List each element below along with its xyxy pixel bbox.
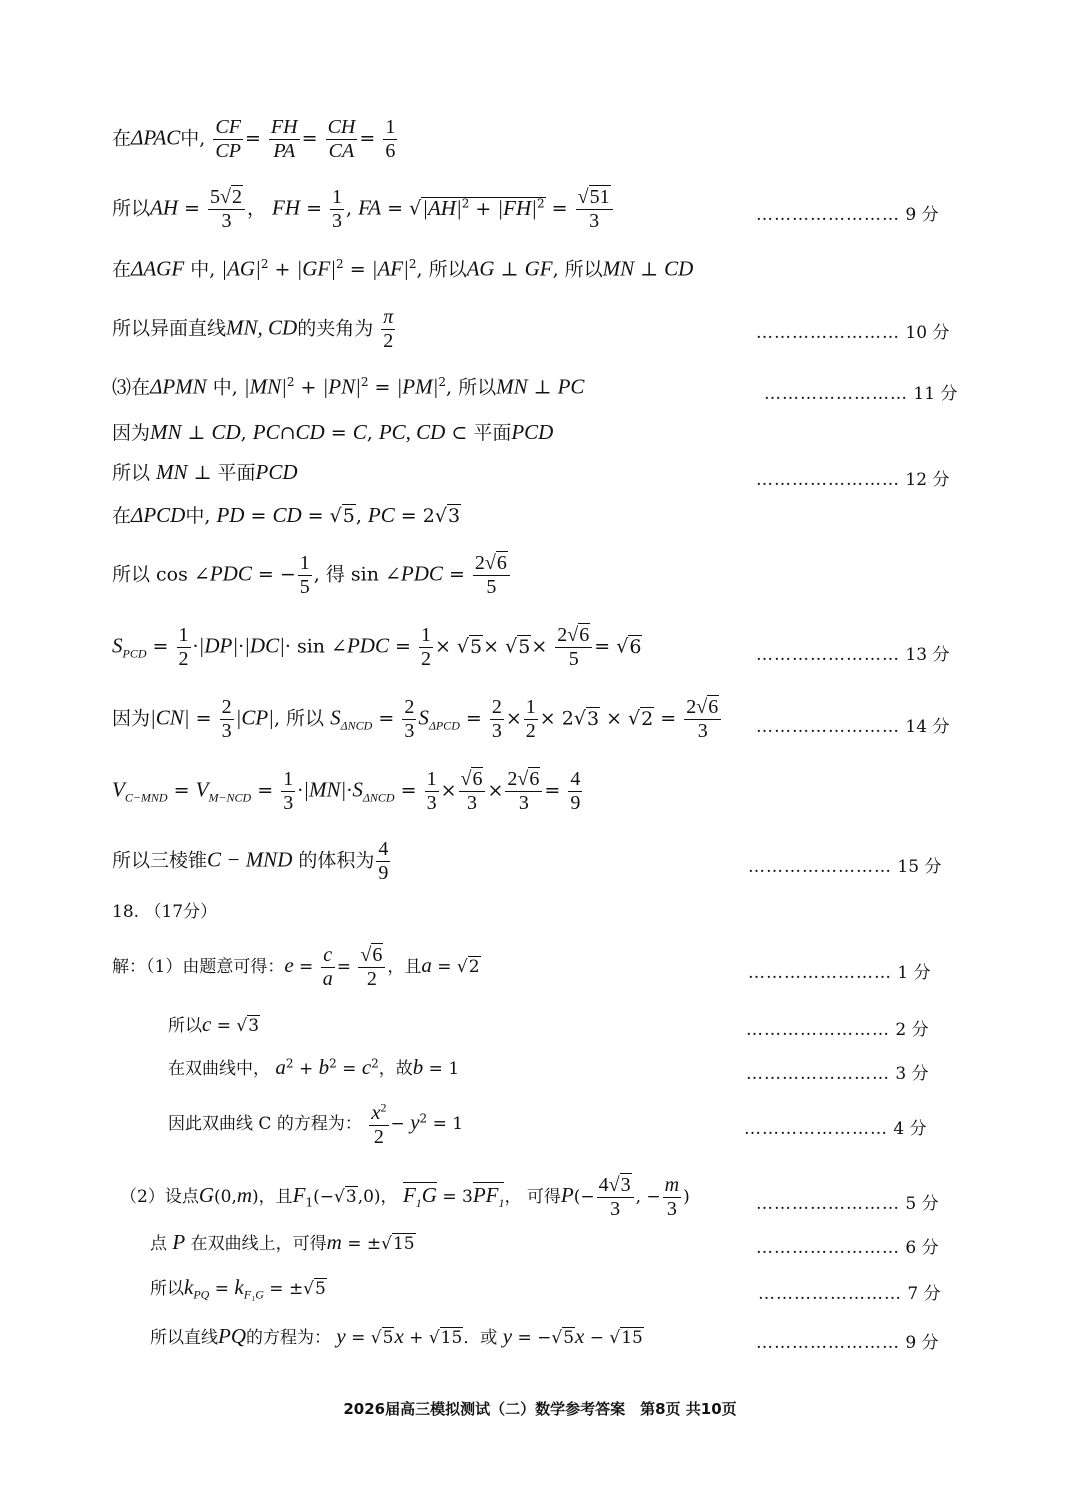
line-21: 所以$k_{PQ} = k_{F_1G} = \pm√5$ [150, 1275, 326, 1302]
line-17: 在双曲线中， $a^2 + b^2 = c^2$，故b = 1 [168, 1055, 460, 1079]
line-20: 点 P 在双曲线上，可得m = ±√15 [150, 1230, 415, 1254]
line-1: 在ΔPAC中, $\frac{CF}{CP}$ = $\frac{FH}{PA}$ = $\frac{CH}{CA}$ = $\frac{1}{6}$ [112, 116, 396, 162]
score-6: …………………… 6 分 [756, 1238, 939, 1258]
line-14: 18. （17分） [112, 902, 218, 922]
line-10: $S_{PCD}$ = $\frac{1}{2}$ ·|DP|·|DC|· sin ∠PDC = $\frac{1}{2}$ × √5× √5× $\frac{2√6}{5}$ = √6 [112, 624, 642, 670]
score-12: …………………… 12 分 [756, 470, 950, 490]
score-3: …………………… 3 分 [746, 1064, 929, 1084]
score-7: …………………… 7 分 [758, 1284, 941, 1304]
score-15: …………………… 15 分 [748, 857, 942, 877]
line-18: 因此双曲线 C 的方程为： $\frac{x^2}{2}$ − $y^2 = 1$ [168, 1100, 464, 1148]
line-11: 因为|CN| = $\frac{2}{3}$ |CP|, 所以 $S_{\Delta NCD}$ = $\frac{2}{3}$ $S_{\Delta PCD}$ = $\frac{2}{3}$ × $\frac{1}{2}$ × 2√3 × √2 = $\frac{2√6}{3}$ [112, 696, 723, 743]
line-3: 在ΔAGF 中, $|AG|^2 + |GF|^2 = |AF|^2$, 所以AG ⊥ GF, 所以MN ⊥ CD [112, 256, 694, 281]
score-9a: …………………… 9 分 [756, 205, 939, 225]
score-2: …………………… 2 分 [746, 1020, 929, 1040]
line-7: 所以 MN ⊥ 平面PCD [112, 460, 298, 484]
line-19: （2）设点G(0,m)，且$F_1(-√3,0)$， $F_1G = 3PF_1$， 可得P(− $\frac{4√3}{3}$ , − $\frac{m}{3}$ ) [120, 1174, 690, 1220]
score-11: …………………… 11 分 [764, 384, 958, 404]
line-6: 因为MN ⊥ CD, PC∩CD = C, PC, CD ⊂ 平面PCD [112, 420, 554, 444]
line-15: 解：（1）由题意可得：e = $\frac{c}{a}$ = $\frac{√6}{2}$ ，且a = √2 [112, 944, 480, 990]
score-5: …………………… 5 分 [756, 1194, 939, 1214]
page-footer: 2026届高三模拟测试（二）数学参考答案 第8页 共10页 [343, 1400, 737, 1418]
score-10: …………………… 10 分 [756, 323, 950, 343]
line-16: 所以c = √3 [168, 1012, 260, 1036]
line-2: 所以AH = $\frac{5√2}{3}$ ， FH = $\frac{1}{3}$ , FA = $√|AH|^2 + |FH|^2$ = $\frac{√51}{3}$ [112, 186, 615, 233]
score-4: …………………… 4 分 [744, 1119, 927, 1139]
line-22: 所以直线PQ的方程为： y = √5x + √15．或 y = −√5x − √15 [150, 1324, 643, 1348]
line-9: 所以 cos ∠PDC = − $\frac{1}{5}$ , 得 sin ∠PDC = $\frac{2√6}{5}$ [112, 552, 512, 599]
line-4: 所以异面直线MN, CD的夹角为 $\frac{\pi}{2}$ [112, 306, 394, 352]
line-12: $V_{C-MND} = V_{M-NCD}$ = $\frac{1}{3}$ $\cdot|MN|\cdot S_{\Delta NCD}$ = $\frac{1}{3}$ × $\frac{√6}{3}$ × $\frac{2√6}{3}$ = $\frac{4}{9}$ [112, 768, 581, 814]
line-13: 所以三棱锥C − MND 的体积为 $\frac{4}{9}$ [112, 838, 389, 884]
score-1: …………………… 1 分 [748, 963, 931, 983]
score-9b: …………………… 9 分 [756, 1333, 939, 1353]
line-5: ⑶在ΔPMN 中, $|MN|^2 + |PN|^2 = |PM|^2$, 所以MN ⊥ PC [112, 374, 585, 399]
line-8: 在ΔPCD中, PD = CD = √5, PC = 2√3 [112, 503, 461, 527]
score-13: …………………… 13 分 [756, 645, 950, 665]
score-14: …………………… 14 分 [756, 717, 950, 737]
